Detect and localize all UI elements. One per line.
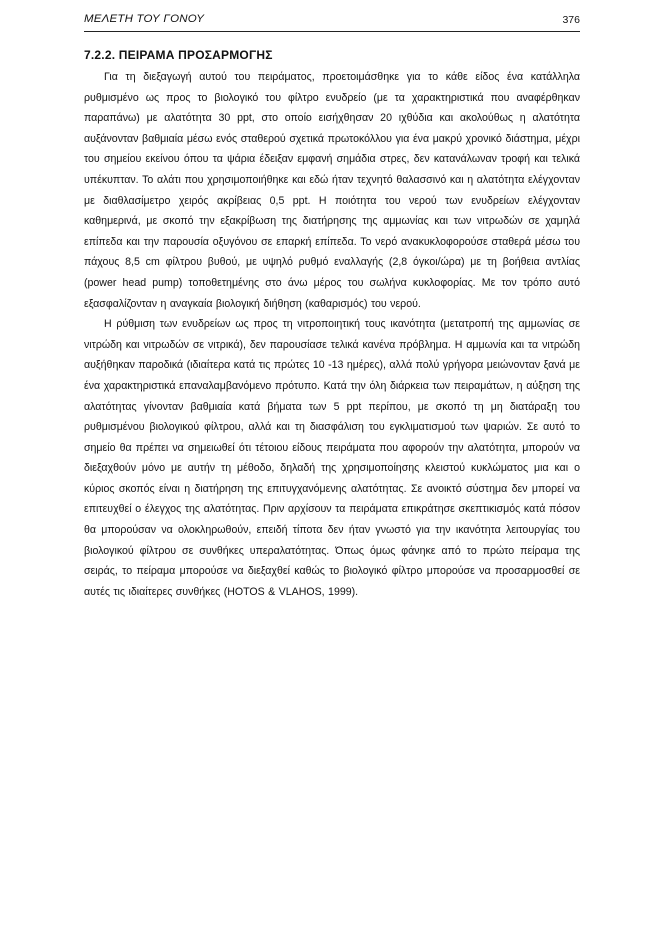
running-header-title: ΜΕΛΕΤΗ ΤΟΥ ΓΟΝΟΥ	[84, 13, 205, 25]
page-number: 376	[562, 14, 580, 26]
body-text	[84, 67, 580, 602]
paragraph-2: Η ρύθμιση των ενυδρείων ως προς τη νιτροποιητική τους ικανότητα (μετατροπή της αμμωνίας σε νιτρώδη και νιτρωδών σε νιτρικά), δεν παρουσίασε τελικά κανένα πρόβλημα. Η αμμωνία και τα νιτρώδη αυξήθηκαν παροδικά (ιδιαίτερα κατά τις πρώτες 10 -13 ημέρες), αλλά πολύ γρήγορα μειώνονταν ξανά με ένα χαρακτηριστικά επαναλαμβανόμενο πρότυπο. Κατά την όλη διάρκεια των πειραμάτων, η αύξηση της αλατότητας γίνονταν βαθμιαία κατά βήματα των 5 ppt περίπου, με σκοπό τη μη διατάραξη του ρυθμισμένου βιολογικού φίλτρου, αλλά και τη διασφάλιση του εγκλιματισμού των ψαριών. Σε αυτό το σημείο θα πρέπει να σημειωθεί ότι τέτοιου είδους πειράματα που αφορούν την αλατότητα, μπορούν να διεξαχθούν μόνο με αυτήν τη μέθοδο, δηλαδή της χρησιμοποίησης κλειστού κυκλώματος μια και ο κύριος σκοπός είναι η διατήρηση της επιτυγχανόμενης αλατότητας. Σε ανοικτό σύστημα δεν μπορεί να επιτευχθεί ο έλεγχος της αλατότητας. Πριν αρχίσουν τα πειράματα επικράτησε σκεπτικισμός κατά πόσον θα μπορούσαν να ολοκληρωθούν, επειδή τίποτα δεν ήταν γνωστό για την ικανότητα λειτουργίας του βιολογικού φίλτρου σε συνθήκες υπεραλατότητας. Όπως όμως φάνηκε από το πρώτο πείραμα της σειράς, το πείραμα μπορούσε να διεξαχθεί καθώς το βιολογικό φίλτρο μπορούσε να προσαρμοσθεί σε αυτές τις ιδιαίτερες συνθήκες (HOTOS & VLAHOS, 1999).	[84, 318, 580, 598]
running-header	[84, 11, 580, 32]
paragraph-1: Για τη διεξαγωγή αυτού του πειράματος, προετοιμάσθηκε για το κάθε είδος ένα κατάλληλα ρυθμισμένο ως προς το βιολογικό του φίλτρο ενυδρείο (με τα χαρακτηριστικά που αναφέρθηκαν παραπάνω) με αλατότητα 30 ppt, στο οποίο εισήχθησαν 20 ιχθύδια και ακολούθως η αλατότητα αυξάνονταν βαθμιαία μέσω ενός σταθερού σχετικά πρωτοκόλλου για ένα μακρύ χρονικό διάστημα, μέχρι του σημείου εκείνου όπου τα ψάρια έδειξαν εμφανή σημάδια στρες, δεν κατανάλωναν τροφή και τελικά υπέκυπταν. Το αλάτι που χρησιμοποιήθηκε και εδώ ήταν τεχνητό θαλασσινό και η αλατότητα ελέγχονταν με διαθλασίμετρο χειρός ακρίβειας 0,5 ppt. Η ποιότητα του νερού των ενυδρείων ελέγχονταν καθημερινά, με σκοπό την εξακρίβωση της διατήρησης της αμμωνίας και των νιτρωδών σε χαμηλά επίπεδα και την παρουσία οξυγόνου σε επαρκή επίπεδα. Το νερό ανακυκλοφορούσε σταθερά μέσω του πάχους 8,5 cm φίλτρου βυθού, με υψηλό ρυθμό εναλλαγής (2,8 όγκοι/ώρα) με τη βοήθεια αντλίας (power head pump) τοποθετημένης στο άνω μέρος του σωλήνα κυκλοφορίας. Με τον τρόπο αυτό εξασφαλίζονταν η αναγκαία βιολογική διήθηση (καθαρισμός) του νερού.	[84, 71, 580, 310]
section-heading: 7.2.2. ΠΕΙΡΑΜΑ ΠΡΟΣΑΡΜΟΓΗΣ	[84, 48, 273, 62]
